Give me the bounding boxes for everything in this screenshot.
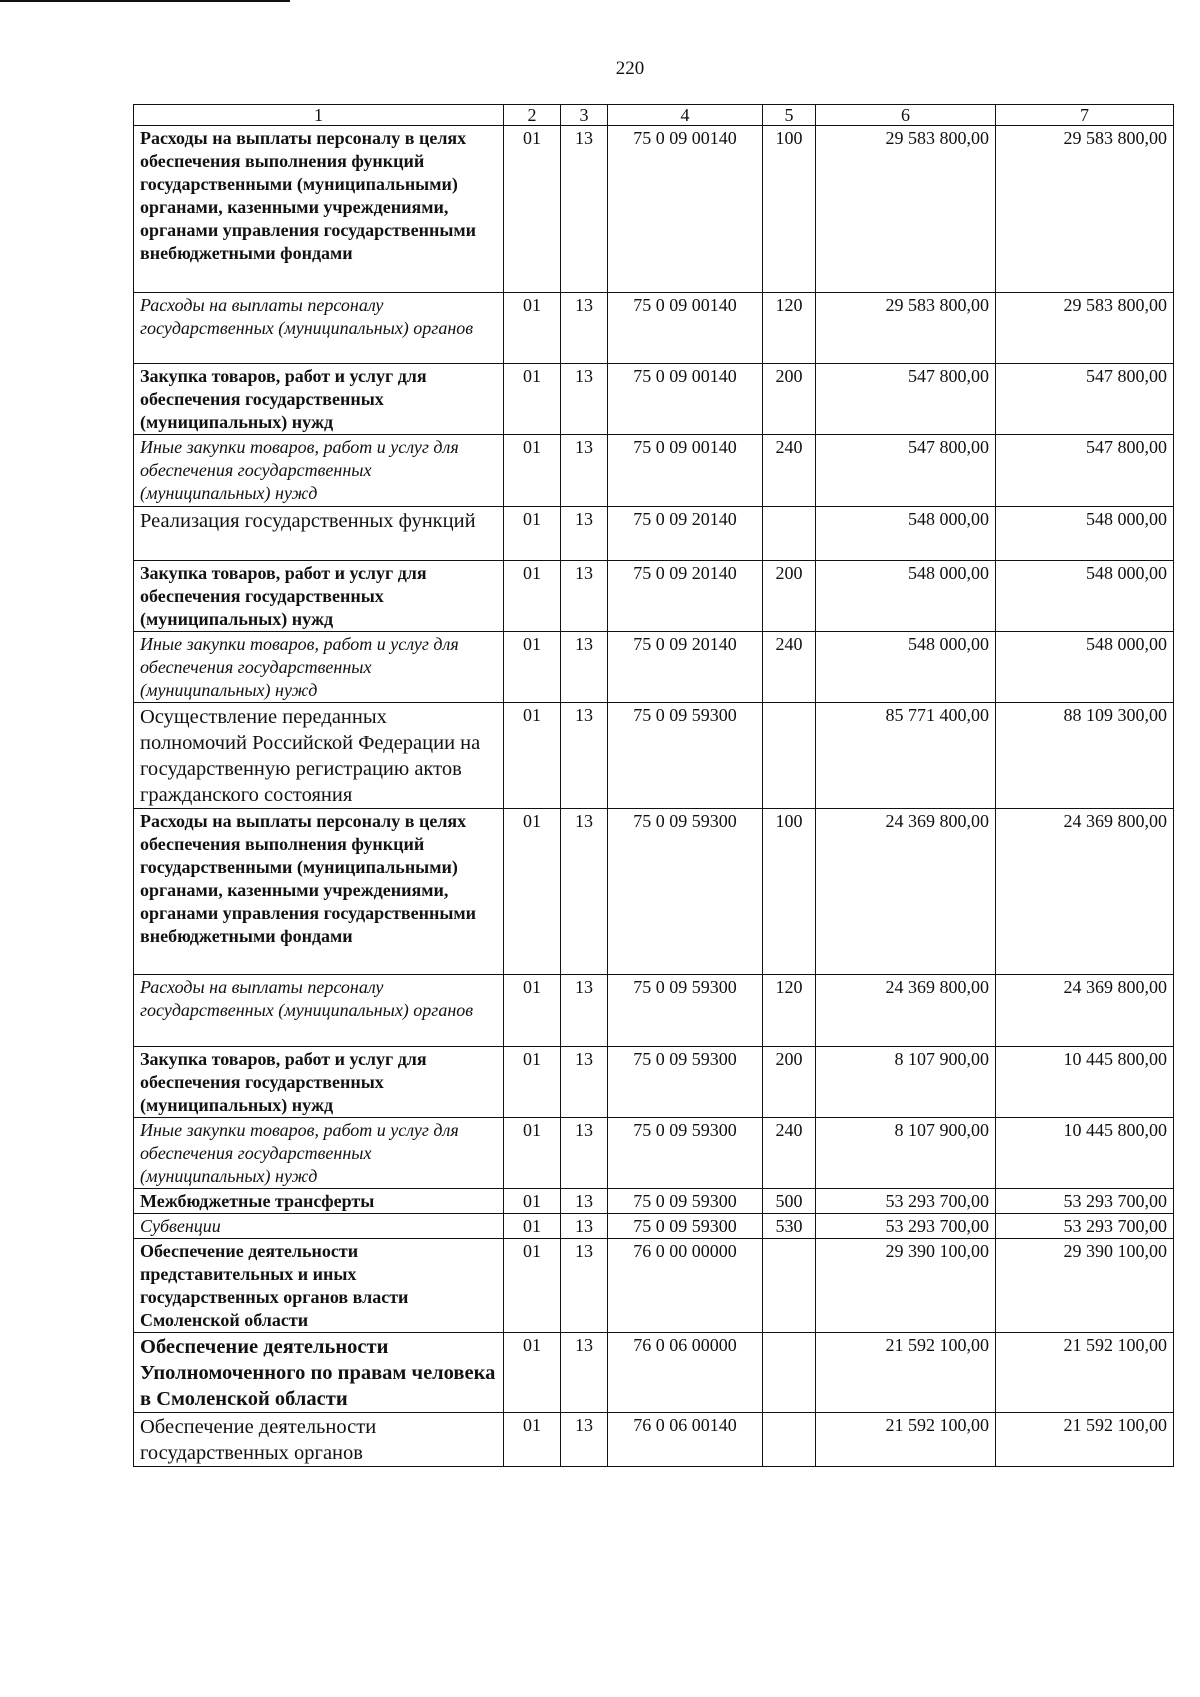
row-name: Обеспечение деятельности представительных и иных государственных органов власти Смоленской области (134, 1239, 504, 1333)
row-section: 01 (504, 1413, 561, 1467)
row-amount-2: 53 293 700,00 (996, 1189, 1174, 1214)
row-amount-2: 547 800,00 (996, 435, 1174, 507)
row-target-code: 75 0 09 59300 (608, 975, 763, 1047)
table-row (134, 435, 1174, 507)
row-expense-type (763, 1333, 816, 1413)
row-target-code: 76 0 00 00000 (608, 1239, 763, 1333)
row-section: 01 (504, 507, 561, 561)
row-section: 01 (504, 1189, 561, 1214)
table-row (134, 975, 1174, 1047)
row-section: 01 (504, 1214, 561, 1239)
row-section: 01 (504, 126, 561, 293)
row-subsection: 13 (561, 1239, 608, 1333)
table-row (134, 809, 1174, 975)
row-section: 01 (504, 561, 561, 632)
row-target-code: 75 0 09 00140 (608, 364, 763, 435)
row-section: 01 (504, 809, 561, 975)
row-amount-2: 24 369 800,00 (996, 975, 1174, 1047)
row-expense-type: 500 (763, 1189, 816, 1214)
row-amount-2: 24 369 800,00 (996, 809, 1174, 975)
row-amount-1: 548 000,00 (816, 507, 996, 561)
row-amount-1: 29 583 800,00 (816, 126, 996, 293)
table-row (134, 1214, 1174, 1239)
row-name: Иные закупки товаров, работ и услуг для обеспечения государственных (муниципальных) нужд (134, 435, 504, 507)
row-target-code: 76 0 06 00140 (608, 1413, 763, 1467)
table-row (134, 1118, 1174, 1189)
budget-table (133, 104, 1174, 1467)
row-amount-2: 548 000,00 (996, 561, 1174, 632)
row-amount-1: 29 583 800,00 (816, 293, 996, 364)
row-subsection: 13 (561, 1413, 608, 1467)
row-target-code: 75 0 09 59300 (608, 703, 763, 809)
row-target-code: 75 0 09 59300 (608, 1047, 763, 1118)
row-amount-2: 10 445 800,00 (996, 1047, 1174, 1118)
row-subsection: 13 (561, 507, 608, 561)
row-expense-type: 100 (763, 809, 816, 975)
table-row (134, 1047, 1174, 1118)
row-expense-type: 240 (763, 1118, 816, 1189)
row-subsection: 13 (561, 809, 608, 975)
row-expense-type: 200 (763, 364, 816, 435)
table-row (134, 1239, 1174, 1333)
table-header-row (134, 105, 1174, 126)
row-amount-2: 21 592 100,00 (996, 1333, 1174, 1413)
table-row (134, 632, 1174, 703)
row-target-code: 75 0 09 20140 (608, 561, 763, 632)
row-section: 01 (504, 1118, 561, 1189)
row-amount-1: 21 592 100,00 (816, 1333, 996, 1413)
row-target-code: 75 0 09 20140 (608, 632, 763, 703)
row-expense-type (763, 1239, 816, 1333)
row-target-code: 75 0 09 00140 (608, 435, 763, 507)
row-amount-1: 547 800,00 (816, 364, 996, 435)
table-row (134, 1189, 1174, 1214)
col-header-5: 5 (763, 105, 816, 126)
row-amount-1: 8 107 900,00 (816, 1118, 996, 1189)
row-expense-type: 240 (763, 632, 816, 703)
row-name: Иные закупки товаров, работ и услуг для обеспечения государственных (муниципальных) нужд (134, 1118, 504, 1189)
row-amount-1: 24 369 800,00 (816, 809, 996, 975)
row-amount-1: 8 107 900,00 (816, 1047, 996, 1118)
row-name: Реализация государственных функций (134, 507, 504, 561)
row-expense-type: 240 (763, 435, 816, 507)
row-amount-1: 85 771 400,00 (816, 703, 996, 809)
row-expense-type (763, 1413, 816, 1467)
row-target-code: 75 0 09 59300 (608, 1118, 763, 1189)
table-row (134, 561, 1174, 632)
row-expense-type: 120 (763, 293, 816, 364)
row-amount-2: 29 583 800,00 (996, 126, 1174, 293)
row-subsection: 13 (561, 1189, 608, 1214)
row-section: 01 (504, 293, 561, 364)
row-expense-type: 120 (763, 975, 816, 1047)
row-amount-1: 548 000,00 (816, 632, 996, 703)
row-name: Обеспечение деятельности государственных органов (134, 1413, 504, 1467)
row-name: Обеспечение деятельности Уполномоченного по правам человека в Смоленской области (134, 1333, 504, 1413)
row-target-code: 75 0 09 59300 (608, 1214, 763, 1239)
row-amount-2: 88 109 300,00 (996, 703, 1174, 809)
row-name: Расходы на выплаты персоналу в целях обеспечения выполнения функций государственными (муниципальными) органами, казенными учреждениями, органами управления государственными внебюджетными фондами (134, 809, 504, 975)
row-section: 01 (504, 632, 561, 703)
row-subsection: 13 (561, 126, 608, 293)
row-subsection: 13 (561, 1118, 608, 1189)
row-expense-type (763, 703, 816, 809)
row-expense-type: 100 (763, 126, 816, 293)
row-subsection: 13 (561, 364, 608, 435)
row-subsection: 13 (561, 703, 608, 809)
row-section: 01 (504, 703, 561, 809)
row-subsection: 13 (561, 1214, 608, 1239)
row-name: Осуществление переданных полномочий Российской Федерации на государственную регистрацию актов гражданского состояния (134, 703, 504, 809)
table-row (134, 293, 1174, 364)
row-expense-type: 200 (763, 1047, 816, 1118)
row-target-code: 76 0 06 00000 (608, 1333, 763, 1413)
row-target-code: 75 0 09 59300 (608, 809, 763, 975)
row-expense-type: 200 (763, 561, 816, 632)
row-amount-2: 29 583 800,00 (996, 293, 1174, 364)
row-subsection: 13 (561, 293, 608, 364)
row-subsection: 13 (561, 975, 608, 1047)
row-amount-2: 548 000,00 (996, 632, 1174, 703)
row-section: 01 (504, 364, 561, 435)
row-name: Межбюджетные трансферты (134, 1189, 504, 1214)
table-row (134, 1333, 1174, 1413)
col-header-4: 4 (608, 105, 763, 126)
row-target-code: 75 0 09 00140 (608, 293, 763, 364)
row-subsection: 13 (561, 561, 608, 632)
row-amount-1: 547 800,00 (816, 435, 996, 507)
row-name: Расходы на выплаты персоналу государственных (муниципальных) органов (134, 975, 504, 1047)
row-name: Расходы на выплаты персоналу государственных (муниципальных) органов (134, 293, 504, 364)
row-subsection: 13 (561, 1333, 608, 1413)
row-name: Закупка товаров, работ и услуг для обеспечения государственных (муниципальных) нужд (134, 364, 504, 435)
page-number: 220 (615, 58, 645, 79)
row-subsection: 13 (561, 435, 608, 507)
col-header-3: 3 (561, 105, 608, 126)
row-amount-1: 53 293 700,00 (816, 1189, 996, 1214)
row-name: Субвенции (134, 1214, 504, 1239)
row-name: Закупка товаров, работ и услуг для обеспечения государственных (муниципальных) нужд (134, 561, 504, 632)
row-target-code: 75 0 09 00140 (608, 126, 763, 293)
table-row (134, 126, 1174, 293)
row-amount-2: 548 000,00 (996, 507, 1174, 561)
row-expense-type: 530 (763, 1214, 816, 1239)
row-target-code: 75 0 09 20140 (608, 507, 763, 561)
table-row (134, 703, 1174, 809)
row-amount-1: 24 369 800,00 (816, 975, 996, 1047)
col-header-7: 7 (996, 105, 1174, 126)
row-amount-2: 547 800,00 (996, 364, 1174, 435)
row-name: Расходы на выплаты персоналу в целях обеспечения выполнения функций государственными (муниципальными) органами, казенными учреждениями, органами управления государственными внебюджетными фондами (134, 126, 504, 293)
row-section: 01 (504, 1239, 561, 1333)
row-subsection: 13 (561, 1047, 608, 1118)
row-amount-1: 29 390 100,00 (816, 1239, 996, 1333)
row-section: 01 (504, 435, 561, 507)
top-rule (0, 0, 290, 2)
row-subsection: 13 (561, 632, 608, 703)
row-amount-1: 21 592 100,00 (816, 1413, 996, 1467)
col-header-2: 2 (504, 105, 561, 126)
row-section: 01 (504, 1047, 561, 1118)
row-section: 01 (504, 975, 561, 1047)
row-name: Иные закупки товаров, работ и услуг для обеспечения государственных (муниципальных) нужд (134, 632, 504, 703)
row-amount-2: 21 592 100,00 (996, 1413, 1174, 1467)
row-amount-2: 53 293 700,00 (996, 1214, 1174, 1239)
table-row (134, 364, 1174, 435)
row-section: 01 (504, 1333, 561, 1413)
table-row (134, 507, 1174, 561)
row-amount-2: 10 445 800,00 (996, 1118, 1174, 1189)
row-name: Закупка товаров, работ и услуг для обеспечения государственных (муниципальных) нужд (134, 1047, 504, 1118)
row-expense-type (763, 507, 816, 561)
col-header-1: 1 (134, 105, 504, 126)
table-row (134, 1413, 1174, 1467)
row-amount-1: 53 293 700,00 (816, 1214, 996, 1239)
row-target-code: 75 0 09 59300 (608, 1189, 763, 1214)
col-header-6: 6 (816, 105, 996, 126)
row-amount-1: 548 000,00 (816, 561, 996, 632)
row-amount-2: 29 390 100,00 (996, 1239, 1174, 1333)
